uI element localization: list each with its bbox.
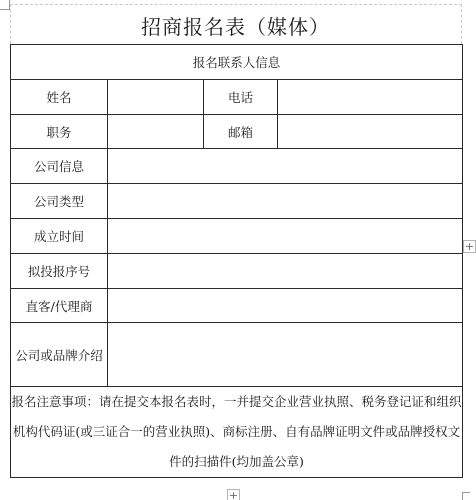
section-header: 报名联系人信息: [11, 45, 463, 80]
direct-or-agent-label: 直客/代理商: [11, 289, 108, 323]
company-info-label: 公司信息: [11, 149, 108, 184]
founded-label: 成立时间: [11, 219, 108, 254]
form-title[interactable]: 招商报名表（媒体）: [141, 14, 330, 39]
add-column-icon[interactable]: +: [464, 240, 475, 253]
intro-cell[interactable]: [108, 323, 463, 387]
title-frame-right: [461, 4, 462, 44]
email-cell[interactable]: [278, 115, 463, 149]
founded-cell[interactable]: [108, 219, 463, 254]
phone-cell[interactable]: [278, 80, 463, 115]
company-type-cell[interactable]: [108, 184, 463, 219]
name-label: 姓名: [11, 80, 108, 115]
add-row-icon[interactable]: +: [228, 489, 239, 500]
phone-label: 电话: [204, 80, 278, 115]
registration-form-table: [10, 44, 463, 478]
title-frame-top: [10, 4, 462, 5]
booth-number-label: 拟投报序号: [11, 254, 108, 289]
page-corner-mark: [0, 0, 10, 10]
company-type-label: 公司类型: [11, 184, 108, 219]
name-cell[interactable]: [108, 80, 204, 115]
company-info-cell[interactable]: [108, 149, 463, 184]
intro-label: 公司或品牌介绍: [11, 323, 108, 387]
booth-number-cell[interactable]: [108, 254, 463, 289]
table-resize-handle[interactable]: [462, 492, 470, 500]
direct-or-agent-cell[interactable]: [108, 289, 463, 323]
position-label: 职务: [11, 115, 108, 149]
email-label: 邮箱: [204, 115, 278, 149]
position-cell[interactable]: [108, 115, 204, 149]
registration-notes[interactable]: 报名注意事项：请在提交本报名表时，一并提交企业营业执照、税务登记证和组织机构代码证(或三证合一的营业执照)、商标注册、自有品牌证明文件或品牌授权文件的扫描件(均加盖公章): [11, 387, 463, 478]
